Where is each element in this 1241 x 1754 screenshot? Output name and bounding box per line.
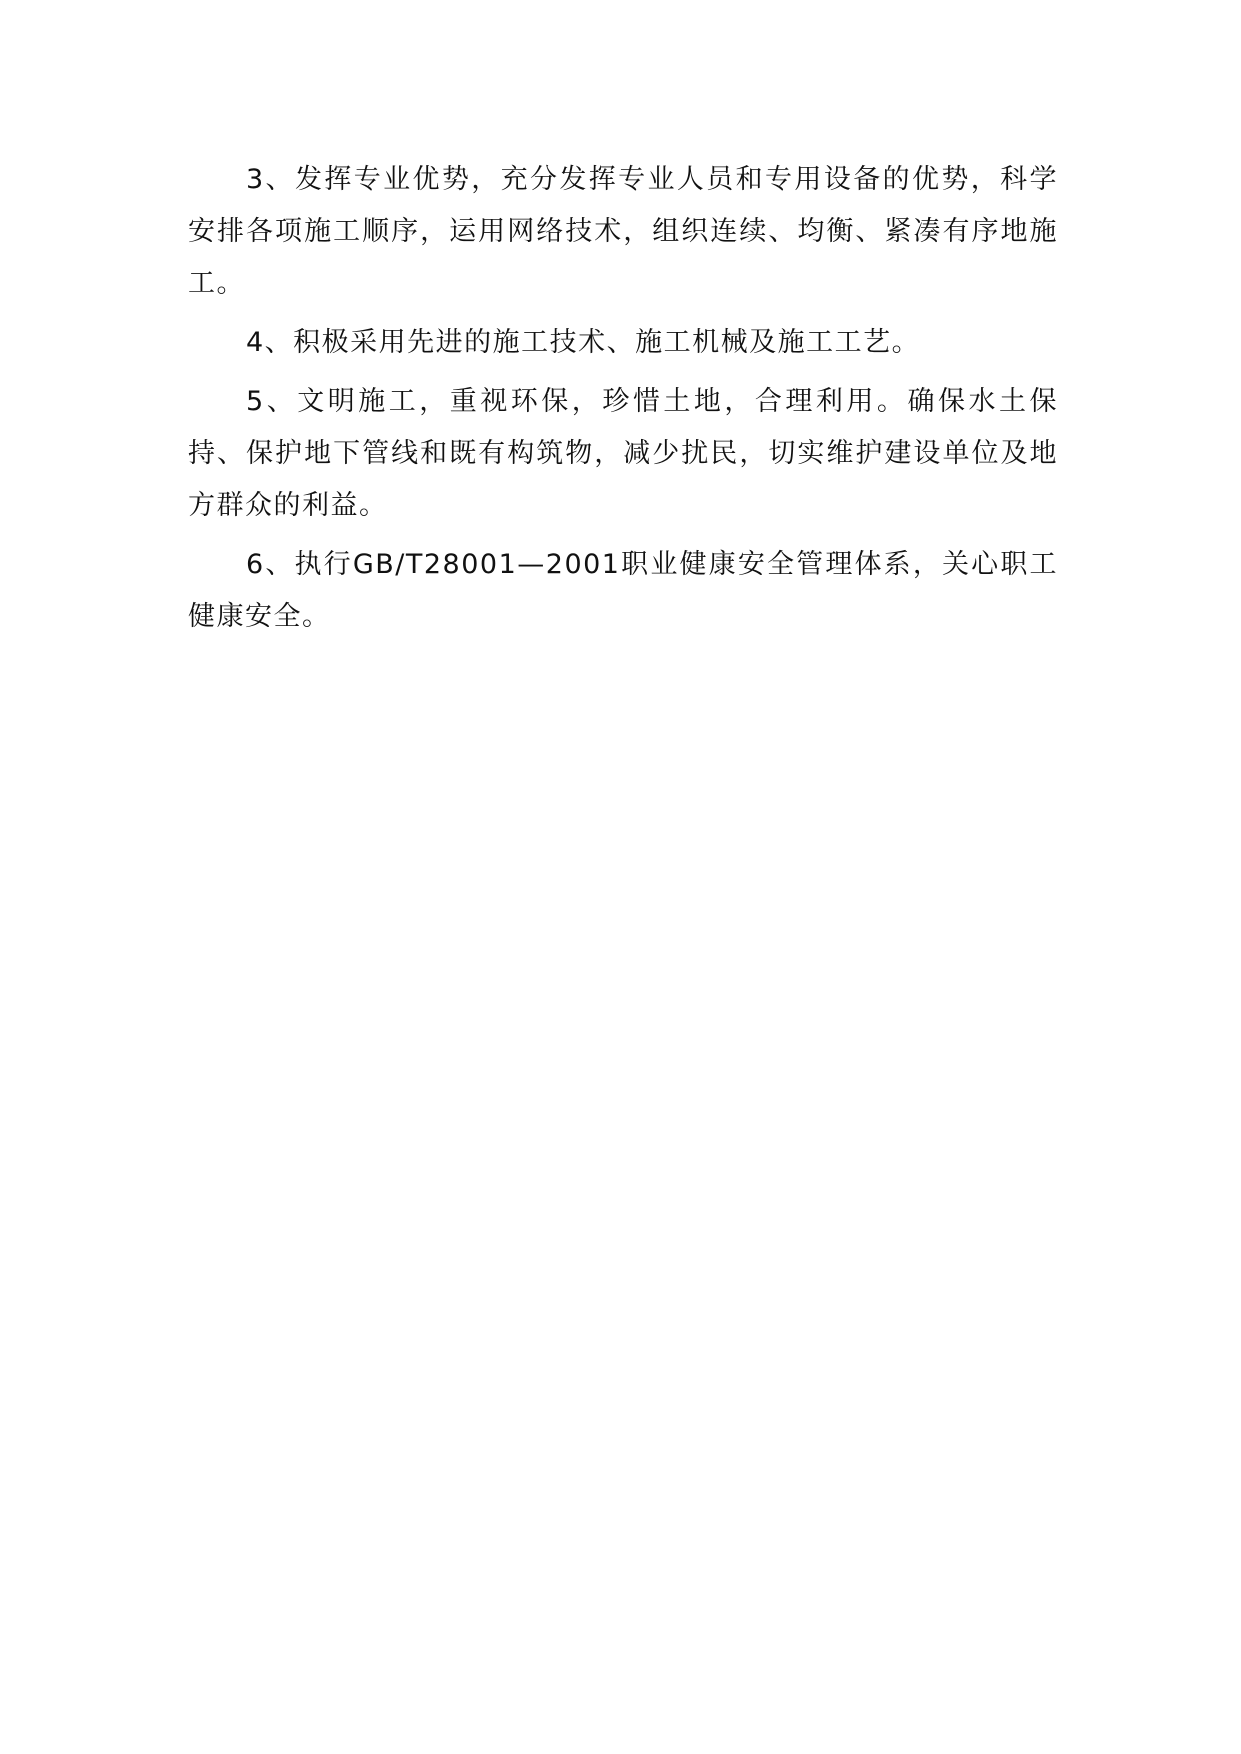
document-body: [188, 154, 1058, 650]
paragraph-item-6: 6、执行GB/T28001—2001职业健康安全管理体系，关心职工健康安全。: [188, 549, 1058, 632]
paragraph-item-3: 3、发挥专业优势，充分发挥专业人员和专用设备的优势，科学安排各项施工顺序，运用网络技术，组织连续、均衡、紧凑有序地施工。: [188, 164, 1058, 299]
paragraph-item-5: 5、文明施工，重视环保，珍惜土地，合理利用。确保水土保持、保护地下管线和既有构筑物，减少扰民，切实维护建设单位及地方群众的利益。: [188, 386, 1058, 521]
paragraph-item-4: 4、积极采用先进的施工技术、施工机械及施工工艺。: [246, 327, 921, 358]
